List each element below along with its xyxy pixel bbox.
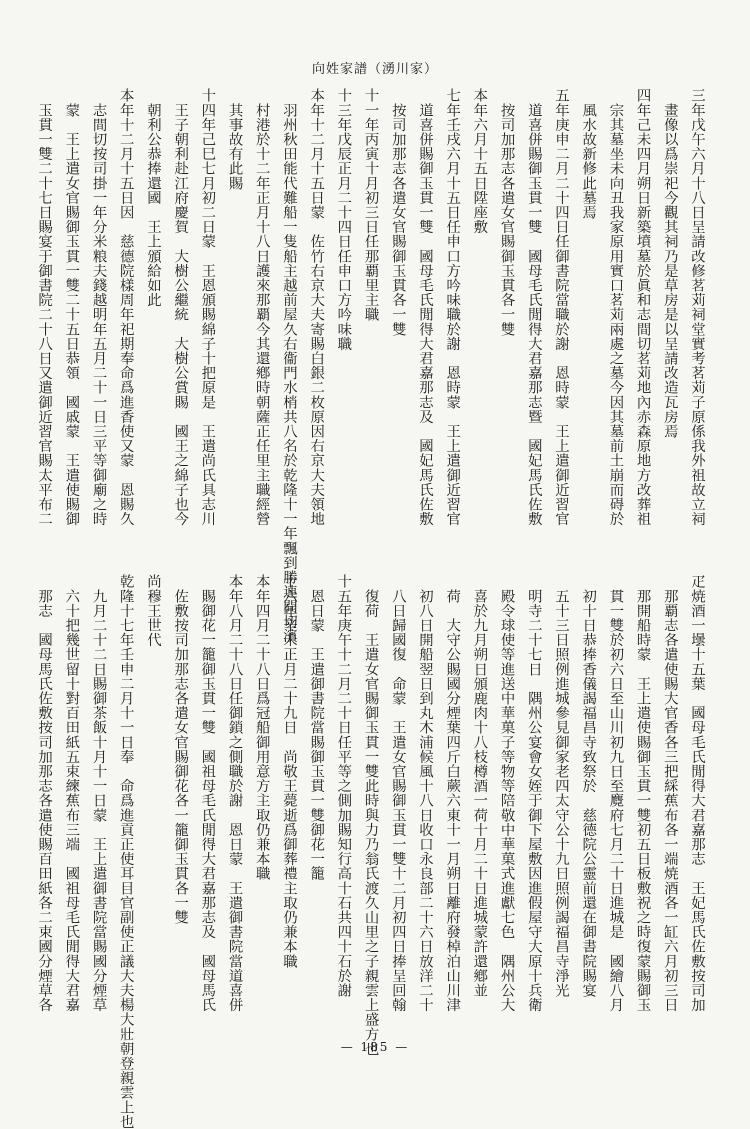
text-column: 按司加那志各遣女官賜御玉貫各一雙 — [498, 88, 515, 337]
text-column: 道喜併賜御玉貫一雙 國母毛氏閒得大君嘉那志暨 國妃馬氏佐敷 — [525, 88, 542, 526]
text-column: 初八日開船翌日到丸木浦候風十八日收口永良部二十六日放洋二十 — [416, 574, 433, 1012]
text-column: 殿令球使等進送中華菓子等物等陪敬中華菓式進獻七色 隅州公大 — [498, 574, 515, 1012]
page-header — [0, 58, 750, 77]
text-column: 那開船時蒙 王上遣使賜御玉貫一雙初五日板敷祝之時復蒙賜御玉 — [634, 574, 651, 1012]
text-column: 本年四月二十八日爲冠船御用意方主取仍兼本職 — [253, 574, 270, 881]
text-column: 朝利公恭捧還國 王上頒給如此 — [144, 88, 161, 307]
text-column: 三年戊午六月十八日呈請改修茗苅祠堂實考茗苅子原係我外祖故立祠 — [689, 88, 705, 526]
text-column: 七年壬戌六月十五日任申口方吟味職於謝 恩時蒙 王上遣御近習官 — [444, 88, 461, 526]
text-column: 本年八月二十八日任御鎖之側職於謝 恩日蒙 王遣御書院當道喜併 — [226, 574, 243, 1012]
text-column: 本年十二月十五日因 慈德院樣周年祀期奉命爲進香使又蒙 恩賜久 — [117, 88, 134, 526]
text-column: 羽州秋田能代難船一隻船主越前屋久右衞門水梢共八名於乾隆十一年飄到勝連間切濱 — [280, 88, 297, 643]
text-column: 本年六月十五日陞座敷 — [471, 88, 488, 234]
text-column: 復荷 王遣女官賜御玉貫一雙此時與力乃翁氏渡久山里之子親雲上盛方也 — [362, 574, 379, 1056]
text-column: 那覇志各遣使賜大官香各三把綵蕉布各一端焼酒各一缸六月初三日 — [661, 574, 678, 1012]
text-column: 道喜併賜御玉貫一雙 國母毛氏閒得大君嘉那志及 國妃馬氏佐敷 — [416, 88, 433, 526]
text-column: 恩日蒙 王遣御書院當賜御玉貫一雙御花一籠 — [308, 574, 325, 881]
text-column: 五年庚申二月二十四日任御書院當職於謝 恩時蒙 王上遣御近習官 — [552, 88, 569, 526]
text-column: 風水故新修此墓焉 — [580, 88, 597, 220]
text-column: 八日歸國復 命蒙 王遣女官賜御玉貫一雙十二月初四日捧呈回翰 — [389, 574, 406, 1012]
section-title: 尚穆王世代 — [144, 574, 161, 647]
page-footer — [0, 1040, 750, 1054]
text-column: 九月二十二日賜御茶飯十月十一日蒙 王上遣御書院當賜國分煙草 — [90, 574, 107, 1012]
text-column: 四年己未四月朔日新築墳墓於眞和志間切茗苅地內赤森原地方改葬祖 — [634, 88, 651, 526]
text-column: 畫像以爲崇祀今觀其祠乃是草房是以呈請改造瓦房焉 — [661, 88, 678, 439]
text-column: 那志 國母馬氏佐敷按司加那志各遣使賜百田紙各二束國分煙草各 — [36, 574, 53, 1012]
text-column: 村港於十二年正月十八日護來那覇今其還鄕時朝薩正任里主職經營 — [253, 88, 270, 526]
text-column: 喜於九月朔日頒鹿肉十八枝樽酒一荷十月二十日進城蒙許還鄕並 — [471, 574, 488, 998]
text-column: 十一年丙寅十月初三日任那覇里主職 — [362, 88, 379, 322]
text-column: 六十把幾世留十對百田紙五束練蕉布三端 國祖母毛氏閒得大君嘉 — [63, 574, 80, 1012]
text-column: 本年十二月十五日蒙 佐竹右京大夫寄賜白銀二枚原因右京大夫領地 — [308, 88, 325, 526]
text-column: 初十日恭捧香儀謁福昌寺致祭於 慈德院公靈前還在御書院賜宴 — [580, 574, 597, 998]
page-number: — 185 — — [340, 1040, 410, 1054]
text-column: 十三年戊辰正月二十四日任申口方吟味職 — [335, 88, 352, 351]
text-column: 明寺二十七日 隅州公宴會女姪于御下屋敷因進假屋守大原十兵衛 — [525, 574, 542, 1012]
text-column: 玉貫一雙二十七日賜宴于御書院二十八日又遣御近習官賜太平布二 — [36, 88, 53, 526]
text-column: 荷 大守公賜國分煙葉四斤白蕨六東十一月朔日離府發棹泊山川津 — [444, 574, 461, 1012]
text-column: 五十三日照例進城參見御家老四太守公十九日照例謁福昌寺淨光 — [552, 574, 569, 998]
text-column: 十五年庚午十二月二十日任平等之側加賜知行高十石共四十石於謝 — [335, 574, 352, 998]
text-column: 蒙 王上遣女官賜御玉貫一雙二十五日恭領 國戚蒙 王遣使賜御 — [63, 88, 80, 526]
text-column: 十六年辛未正月二十九日 尚敬王薨逝爲御葬禮主取仍兼本職 — [280, 574, 297, 969]
text-column: 佐敷按司加那志各遣女官賜御花各一籠御玉貫各一雙 — [172, 574, 189, 925]
text-column: 按司加那志各遣女官賜御玉貫各一雙 — [389, 88, 406, 337]
text-column: 疋焼酒一壜十五葉 國母毛氏閒得大君嘉那志 王妃馬氏佐敷按司加 — [689, 574, 705, 1012]
text-column: 貫一雙於初六日至山川初九日至麑府七月二十日進城是 國繪八月 — [607, 574, 624, 1012]
text-column: 王子朝利赴江府慶賀 大樹公繼統 大樹公賞賜 國王之綿子也今 — [172, 88, 189, 526]
header-title: 向姓家譜（湧川家） — [311, 62, 438, 77]
text-column: 志間切按司掛一年分米粮夫錢越明年五月二十一日三平等御廟之時 — [90, 88, 107, 526]
text-column: 其事故有此賜 — [226, 88, 243, 191]
text-column: 賜御花一籠御玉貫一雙 國祖母毛氏閒得大君嘉那志及 國母馬氏 — [199, 574, 216, 1012]
text-column: 乾隆十七年壬申二月十一日奉 命爲進貢正使耳目官副使正議大夫楊大壯朝登親雲上也 — [117, 574, 134, 1129]
text-column: 十四年己巳七月初二日蒙 王恩頒賜綿子十把原是 王遣尚氏具志川 — [199, 88, 216, 526]
text-column: 宗其墓坐未向丑我家原用實口茗苅兩處之墓今因其墓前土崩而碍於 — [607, 88, 624, 526]
